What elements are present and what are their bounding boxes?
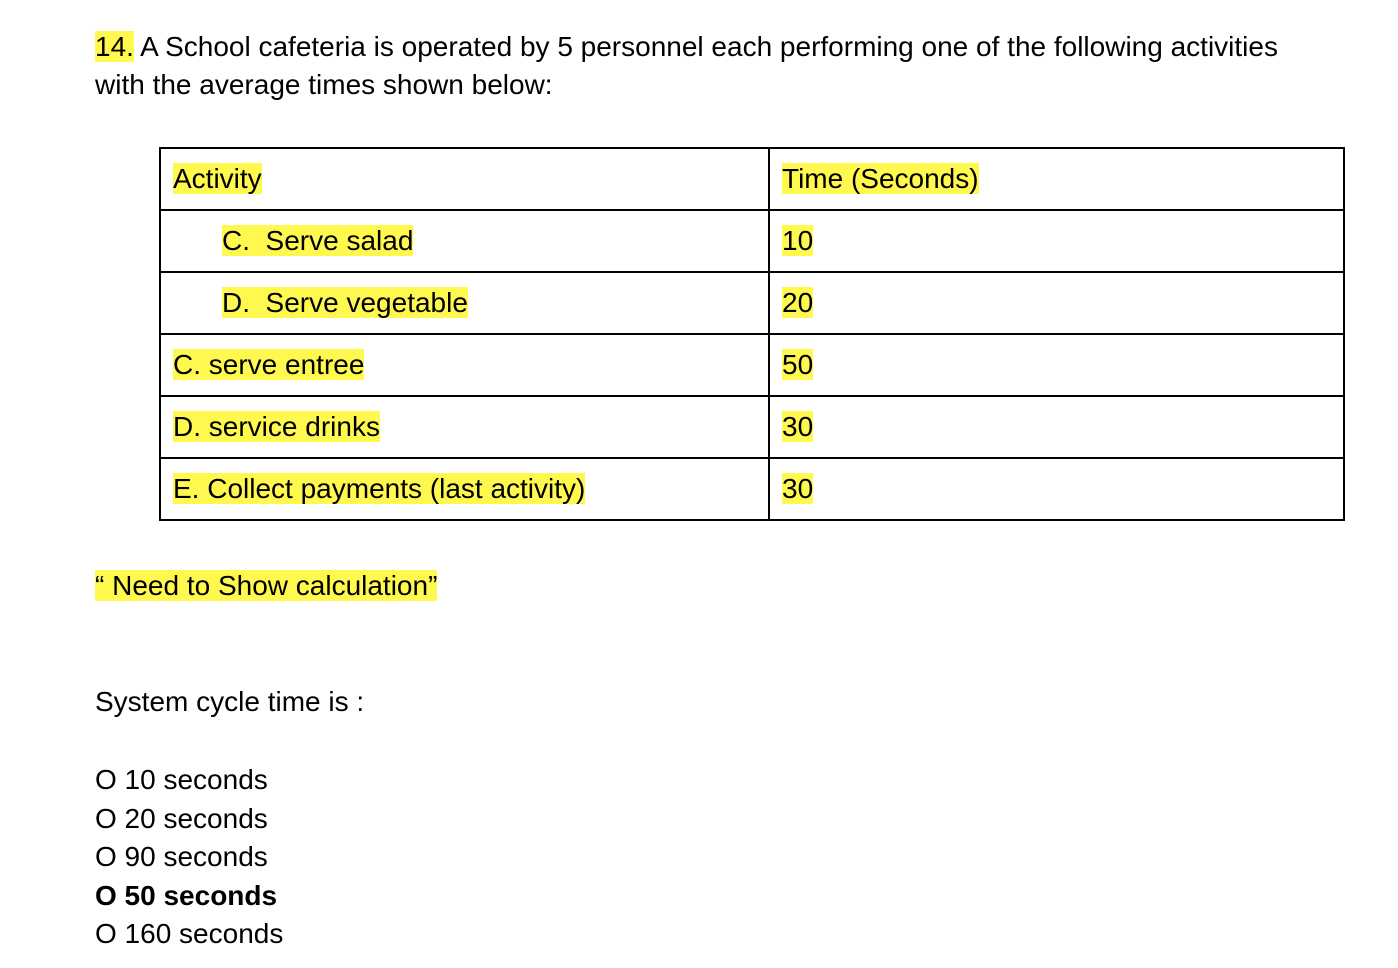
- question-text: [95, 28, 1315, 104]
- table-row: [160, 458, 1344, 520]
- activity-cell: [160, 334, 769, 396]
- calculation-note-text: “ Need to Show calculation”: [95, 570, 438, 601]
- time-value: 30: [782, 411, 814, 442]
- answer-option[interactable]: O 10 seconds: [95, 764, 268, 795]
- table-header-row: [160, 148, 1344, 210]
- answer-options: [95, 761, 283, 954]
- time-cell: [769, 210, 1344, 272]
- calculation-note: [95, 567, 437, 605]
- header-activity-label: Activity: [173, 163, 262, 194]
- activity-label: E. Collect payments (last activity): [173, 473, 586, 504]
- time-value: 50: [782, 349, 814, 380]
- activity-cell: [160, 396, 769, 458]
- table-row: [160, 334, 1344, 396]
- activity-label: D. service drinks: [173, 411, 380, 442]
- time-value: 30: [782, 473, 814, 504]
- time-cell: [769, 396, 1344, 458]
- question-body: A School cafeteria is operated by 5 personnel each performing one of the following activities with the average times shown below:: [95, 31, 1278, 100]
- time-value: 20: [782, 287, 814, 318]
- header-activity-cell: [160, 148, 769, 210]
- activity-table: [159, 147, 1345, 521]
- header-time-label: Time (Seconds): [782, 163, 979, 194]
- answer-option[interactable]: O 20 seconds: [95, 802, 268, 834]
- table-row: [160, 210, 1344, 272]
- table-row: [160, 272, 1344, 334]
- header-time-cell: [769, 148, 1344, 210]
- table-row: [160, 396, 1344, 458]
- cycle-time-prompt: System cycle time is :: [95, 686, 365, 717]
- time-cell: [769, 334, 1344, 396]
- time-cell: [769, 272, 1344, 334]
- activity-cell: [160, 272, 769, 334]
- answer-option[interactable]: O 160 seconds: [95, 918, 284, 949]
- question-number: 14.: [95, 31, 134, 62]
- time-cell: [769, 458, 1344, 520]
- activity-label: C. serve entree: [173, 349, 365, 380]
- activity-cell: [160, 458, 769, 520]
- activity-cell: [160, 210, 769, 272]
- answer-option[interactable]: O 90 seconds: [95, 841, 268, 872]
- time-value: 10: [782, 225, 814, 256]
- activity-label: C. Serve salad: [222, 225, 414, 256]
- answer-option-selected[interactable]: O 50 seconds: [95, 879, 278, 911]
- activity-label: D. Serve vegetable: [222, 287, 468, 318]
